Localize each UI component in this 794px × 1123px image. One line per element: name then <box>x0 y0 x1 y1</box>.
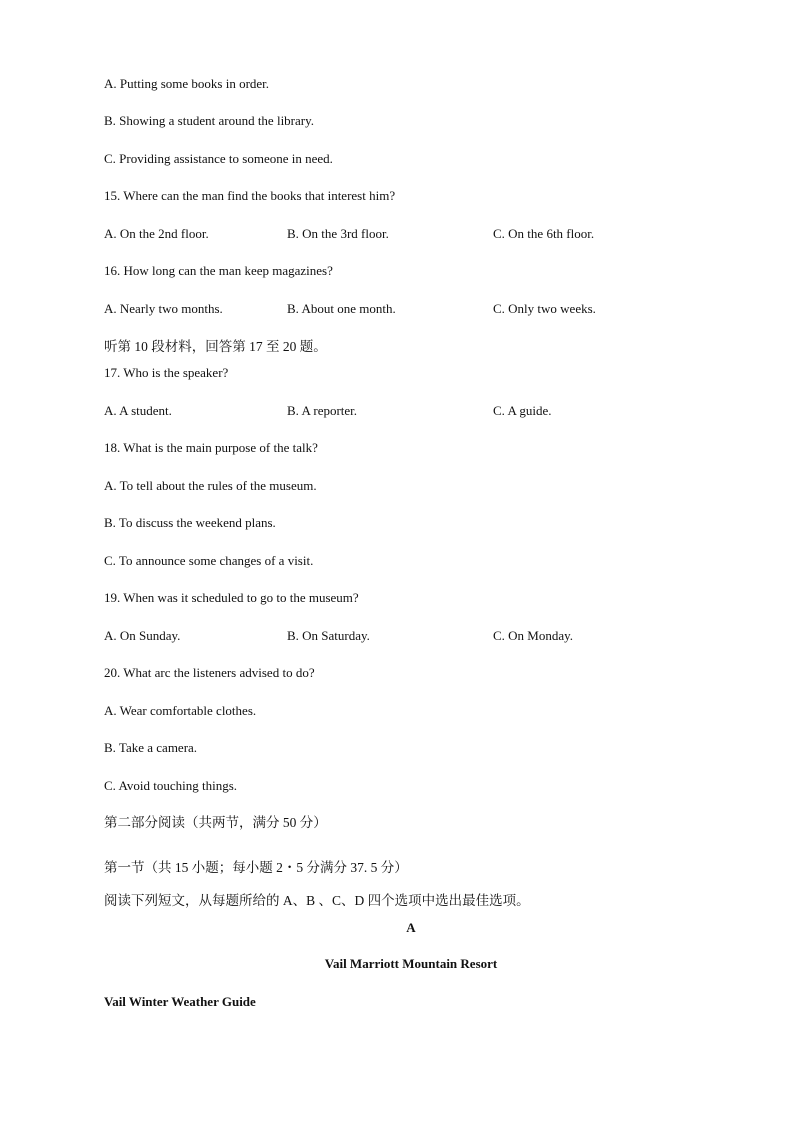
q16-option-c: C. Only two weeks. <box>493 301 596 316</box>
q17-option-a: A. A student. <box>104 403 172 418</box>
q19-option-c: C. On Monday. <box>493 628 574 643</box>
q15-option-b: B. On the 3rd floor. <box>287 226 389 241</box>
q15-question: 15. Where can the man find the books that interest him? <box>104 188 396 203</box>
q17-question: 17. Who is the speaker? <box>104 365 229 380</box>
section10-instruction: 听第 10 段材料，回答第 17 至 20 题。 <box>104 339 327 354</box>
q14-option-b: B. Showing a student around the library. <box>104 113 315 128</box>
passage-subtitle: Vail Winter Weather Guide <box>104 994 256 1009</box>
q16-question: 16. How long can the man keep magazines? <box>104 263 333 278</box>
reading-instruction: 阅读下列短文，从每题所给的 A、B 、C、D 四个选项中选出最佳选项。 <box>104 893 530 908</box>
q18-option-c: C. To announce some changes of a visit. <box>104 553 314 568</box>
q19-options-row <box>104 628 704 644</box>
q14-option-a: A. Putting some books in order. <box>104 76 270 91</box>
q15-option-c: C. On the 6th floor. <box>493 226 595 241</box>
q18-option-a: A. To tell about the rules of the museum. <box>104 478 317 493</box>
q17-option-b: B. A reporter. <box>287 403 358 418</box>
q19-option-a: A. On Sunday. <box>104 628 181 643</box>
q19-question: 19. When was it scheduled to go to the museum? <box>104 590 359 605</box>
q17-option-c: C. A guide. <box>493 403 552 418</box>
q20-option-c: C. Avoid touching things. <box>104 778 238 793</box>
section1-heading: 第一节（共 15 小题；每小题 2・5 分满分 37. 5 分） <box>104 860 408 875</box>
q19-option-b: B. On Saturday. <box>287 628 370 643</box>
q15-options-row <box>104 226 704 242</box>
q16-option-b: B. About one month. <box>287 301 396 316</box>
q18-option-b: B. To discuss the weekend plans. <box>104 515 276 530</box>
passage-title: Vail Marriott Mountain Resort <box>324 956 498 971</box>
part2-heading: 第二部分阅读（共两节，满分 50 分） <box>104 815 327 830</box>
q15-option-a: A. On the 2nd floor. <box>104 226 209 241</box>
q17-options-row <box>104 403 704 419</box>
q16-options-row <box>104 301 704 317</box>
q20-option-a: A. Wear comfortable clothes. <box>104 703 257 718</box>
q14-option-c: C. Providing assistance to someone in need. <box>104 151 333 166</box>
q18-question: 18. What is the main purpose of the talk? <box>104 440 318 455</box>
q20-option-b: B. Take a camera. <box>104 740 198 755</box>
q20-question: 20. What arc the listeners advised to do? <box>104 665 315 680</box>
q16-option-a: A. Nearly two months. <box>104 301 223 316</box>
passage-letter: A <box>406 920 416 935</box>
